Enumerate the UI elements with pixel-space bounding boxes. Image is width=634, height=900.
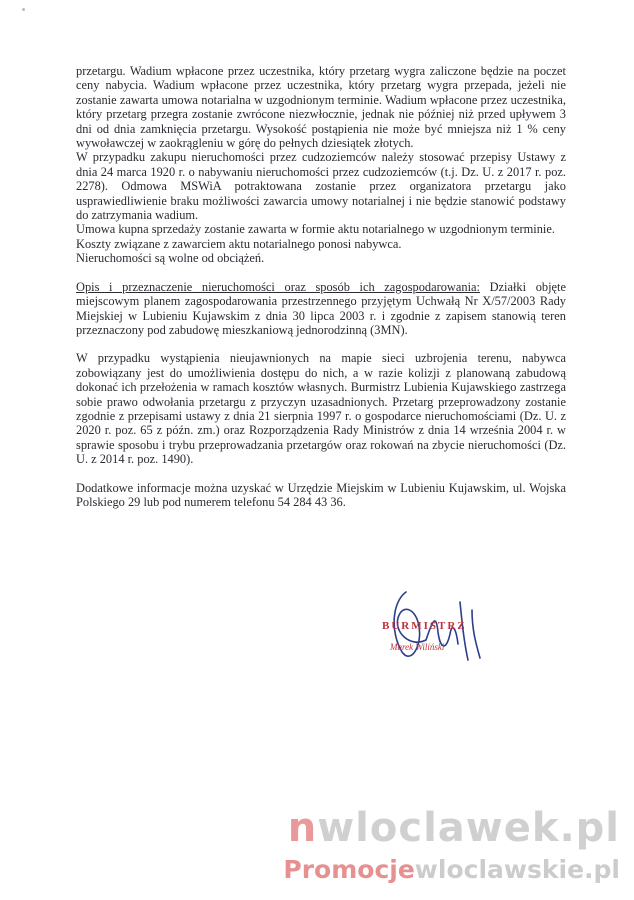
spacer bbox=[76, 467, 566, 481]
scan-speck bbox=[22, 8, 25, 11]
spacer bbox=[76, 337, 566, 351]
paragraph-kontakt: Dodatkowe informacje można uzyskać w Urzędzie Miejskim w Lubieniu Kujawskim, ul. Wojska Polskiego 29 lub pod numerem telefonu 54 284 43 36. bbox=[76, 480, 566, 509]
watermark-text: wloclawskie.pl bbox=[414, 855, 620, 884]
paragraph-koszty: Koszty związane z zawarciem aktu notarialnego ponosi nabywca. bbox=[76, 236, 402, 251]
paragraph-cudzoziemcy: W przypadku zakupu nieruchomości przez cudzoziemców należy stosować przepisy Ustawy z dnia 24 marca 1920 r. o nabywaniu nieruchomości przez cudzoziemców (t.j. Dz. U. z 2017 r. poz. 2278). Odmowa MSWiA potraktowana zostanie przez organizatora przetargu jako usprawiedliwienie braku możliwości zawarcia umowy notarialnej i nie będzie stanowić podstawy do zatrzymania wadium. bbox=[76, 150, 566, 223]
watermark-nwloclawek bbox=[288, 806, 620, 850]
document-body bbox=[76, 64, 566, 509]
paragraph-umowa: Umowa kupna sprzedaży zostanie zawarta w formie aktu notarialnego w uzgodnionym terminie. bbox=[76, 222, 555, 237]
stamp-name: Marek Wiliński bbox=[390, 642, 445, 652]
opis-body: Działki objęte miejscowym planem zagospodarowania przestrzennego przyjętym Uchwałą Nr X/57/2003 Rady Miejskiej w Lubieniu Kujawskim z dnia 30 lipca 2003 r. i zgodnie z zapisem stanowią teren przeznaczony pod zabudowę mieszkaniową jednorodzinną (3MN). bbox=[76, 279, 566, 337]
paragraph-uzbrojenie: W przypadku wystąpienia nieujawnionych na mapie sieci uzbrojenia terenu, nabywca zobowiązany jest do umożliwienia dostępu do nich, a w razie kolizji z planowaną zabudową dokonać ich przełożenia w ramach kosztów własnych. Burmistrz Lubienia Kujawskiego zastrzega sobie prawo odwołania przetargu z przyczyn uzasadnionych. Przetarg przeprowadzony zostanie zgodnie z przepisami ustawy z dnia 21 sierpnia 1997 r. o gospodarce nieruchomościami (Dz. U. z 2020 r. poz. 65 z późn. zm.) oraz Rozporządzenia Rady Ministrów z dnia 14 września 2004 r. w sprawie sposobu i trybu przeprowadzania przetargów oraz rokowań na zbycie nieruchomości (Dz. U. z 2014 r. poz. 1490). bbox=[76, 351, 566, 467]
watermark-accent: Promocje bbox=[283, 855, 415, 884]
spacer bbox=[76, 266, 566, 280]
paragraph-wadium: przetargu. Wadium wpłacone przez uczestnika, który przetarg wygra zaliczone będzie na poczet ceny nabycia. Wadium wpłacone przez uczestnika, który przetarg wygra przepada, jeżeli nie zostanie zawarta umowa notarialna w uzgodnionym terminie. Wadium wpłacone przez uczestnika, który przetarg przegra zostanie zwrócone niezwłocznie, jednak nie później niż przed upływem 3 dni od dnia zamknięcia przetargu. Wysokość postąpienia nie może być mniejsza niż 1 % ceny wywoławczej w zaokrągleniu w górę do pełnych dziesiątek złotych. bbox=[76, 64, 566, 151]
watermark-accent: n bbox=[287, 805, 318, 851]
paragraph-opis bbox=[76, 280, 566, 338]
opis-heading: Opis i przeznaczenie nieruchomości oraz sposób ich zagospodarowania: bbox=[76, 279, 480, 294]
signature-stamp bbox=[372, 582, 492, 672]
stamp-title: BURMISTRZ bbox=[382, 620, 467, 632]
watermark-promocje bbox=[283, 855, 620, 885]
watermark-text: wloclawek.pl bbox=[317, 805, 620, 851]
paragraph-obciazenia: Nieruchomości są wolne od obciążeń. bbox=[76, 251, 265, 266]
